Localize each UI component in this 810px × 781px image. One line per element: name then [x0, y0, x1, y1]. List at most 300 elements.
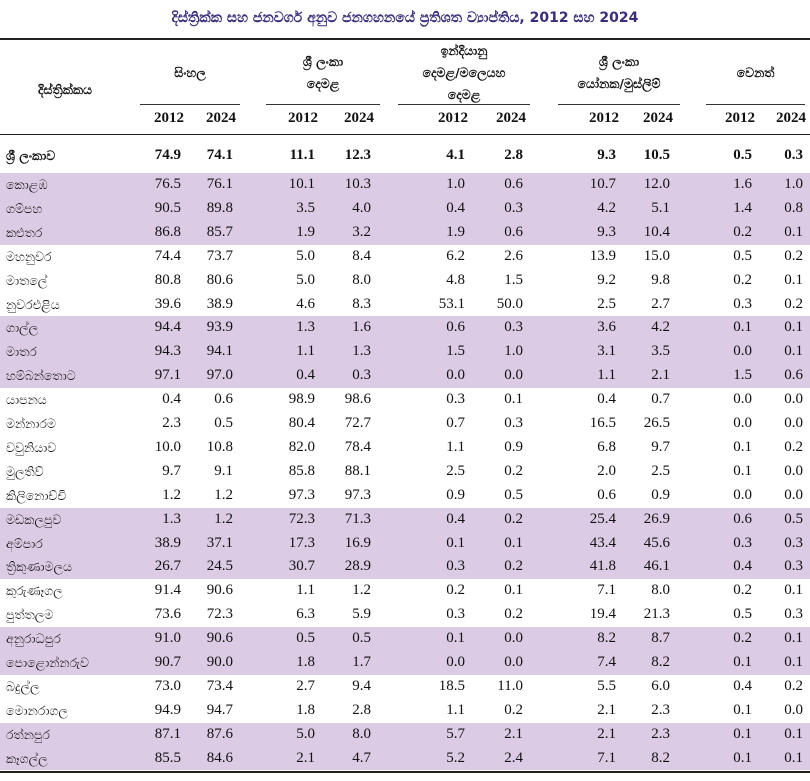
- table-row: [0, 173, 810, 197]
- value-cell: 7.4: [597, 654, 616, 670]
- value-cell: 8.2: [651, 749, 670, 766]
- value-cell: 0.0: [733, 415, 752, 431]
- value-cell: 80.4: [288, 415, 315, 431]
- value-cell: 3.6: [597, 319, 616, 336]
- value-cell: 2.5: [651, 462, 670, 479]
- group-header-line: දෙමළ: [447, 87, 481, 102]
- value-cell: 0.0: [784, 391, 803, 408]
- group-underline: [140, 104, 240, 105]
- table-row: [0, 579, 810, 603]
- value-cell: 0.4: [597, 391, 616, 408]
- group-header-line: ශ්‍රී ලංකා: [302, 54, 344, 69]
- value-cell: 38.9: [154, 534, 181, 551]
- value-cell: 9.3: [597, 147, 616, 163]
- value-cell: 0.0: [504, 654, 523, 670]
- value-cell: 19.4: [589, 606, 616, 623]
- value-cell: 73.0: [154, 677, 181, 694]
- district-name: අනුරාධපුර: [6, 631, 61, 647]
- value-cell: 1.8: [296, 654, 315, 670]
- value-cell: 1.2: [214, 486, 233, 503]
- value-cell: 2.1: [651, 367, 670, 384]
- value-cell: 4.0: [352, 199, 371, 216]
- value-cell: 74.4: [154, 247, 181, 264]
- value-cell: 94.1: [206, 343, 233, 360]
- value-cell: 0.4: [733, 558, 752, 575]
- year-header: 2024: [344, 110, 374, 126]
- value-cell: 10.7: [589, 176, 616, 192]
- table-title: දිස්ත්‍රික්ක සහ ජනවර්ග අනුව ජනගහනයේ ප්‍රතිශත ව්‍යාප්තිය, 2012 සහ 2024: [171, 10, 639, 26]
- value-cell: 0.1: [733, 654, 752, 670]
- value-cell: 9.8: [651, 271, 670, 288]
- value-cell: 0.1: [504, 391, 523, 408]
- value-cell: 5.0: [296, 725, 315, 742]
- value-cell: 0.1: [784, 630, 803, 647]
- value-cell: 8.0: [352, 271, 371, 288]
- value-cell: 0.6: [597, 486, 616, 503]
- value-cell: 93.9: [206, 319, 233, 336]
- value-cell: 8.2: [597, 630, 616, 647]
- value-cell: 80.8: [154, 271, 181, 288]
- group-header-3: [558, 51, 680, 95]
- value-cell: 0.2: [504, 558, 523, 575]
- district-name: කළුතර: [6, 224, 43, 240]
- value-cell: 74.9: [154, 147, 181, 163]
- value-cell: 9.3: [597, 223, 616, 240]
- table-row: [0, 555, 810, 579]
- value-cell: 11.0: [497, 677, 523, 694]
- year-header: 2024: [643, 110, 673, 126]
- value-cell: 5.1: [651, 199, 670, 216]
- table-row: [0, 484, 810, 508]
- value-cell: 0.2: [784, 295, 803, 312]
- value-cell: 90.7: [154, 654, 181, 670]
- district-name: කිලිනොච්චි: [6, 487, 67, 503]
- value-cell: 0.1: [784, 271, 803, 288]
- value-cell: 85.5: [154, 749, 181, 766]
- value-cell: 0.6: [733, 510, 752, 527]
- value-cell: 0.0: [784, 415, 803, 431]
- district-name: කුරුණෑගල: [6, 583, 63, 599]
- bottom-rule: [0, 771, 810, 773]
- value-cell: 90.6: [206, 582, 233, 599]
- group-underline: [266, 104, 380, 105]
- value-cell: 0.3: [733, 295, 752, 312]
- value-cell: 90.0: [206, 654, 233, 670]
- district-column-header: දිස්ත්‍රික්කය: [38, 82, 92, 97]
- value-cell: 0.3: [504, 199, 523, 216]
- value-cell: 17.3: [288, 534, 315, 551]
- value-cell: 10.5: [643, 147, 670, 163]
- value-cell: 0.5: [784, 510, 803, 527]
- value-cell: 0.5: [733, 147, 752, 163]
- group-header-line: දෙමළ: [306, 76, 340, 91]
- value-cell: 2.0: [597, 462, 616, 479]
- group-underline: [706, 104, 805, 105]
- value-cell: 8.0: [352, 725, 371, 742]
- value-cell: 38.9: [206, 295, 233, 312]
- value-cell: 0.0: [446, 367, 465, 384]
- value-cell: 4.2: [597, 199, 616, 216]
- value-cell: 0.3: [504, 319, 523, 336]
- value-cell: 0.5: [296, 630, 315, 647]
- value-cell: 0.1: [784, 749, 803, 766]
- value-cell: 1.1: [446, 438, 465, 455]
- table-row: [0, 340, 810, 364]
- value-cell: 37.1: [206, 534, 233, 551]
- value-cell: 72.3: [288, 510, 315, 527]
- table-row: [0, 675, 810, 699]
- value-cell: 0.5: [504, 486, 523, 503]
- district-name: මාතලේ: [6, 272, 48, 288]
- value-cell: 0.8: [784, 199, 803, 216]
- district-name: මොනරාගල: [6, 702, 68, 718]
- group-header-line: යෝනක/මුස්ලිම්: [577, 76, 661, 91]
- value-cell: 4.1: [446, 147, 465, 163]
- value-cell: 94.4: [154, 319, 181, 336]
- value-cell: 1.5: [733, 367, 752, 384]
- value-cell: 76.1: [206, 176, 233, 192]
- district-name: බදුල්ල: [6, 678, 40, 694]
- value-cell: 73.4: [206, 677, 233, 694]
- group-header-line: ශ්‍රී ලංකා: [598, 54, 640, 69]
- value-cell: 0.2: [733, 271, 752, 288]
- value-cell: 0.0: [504, 630, 523, 647]
- value-cell: 9.7: [651, 438, 670, 455]
- value-cell: 8.7: [651, 630, 670, 647]
- value-cell: 25.4: [589, 510, 616, 527]
- year-header: 2012: [725, 110, 755, 126]
- value-cell: 87.1: [154, 725, 181, 742]
- value-cell: 28.9: [344, 558, 371, 575]
- value-cell: 26.9: [643, 510, 670, 527]
- value-cell: 2.8: [504, 147, 523, 163]
- value-cell: 5.2: [446, 749, 465, 766]
- value-cell: 0.0: [784, 462, 803, 479]
- value-cell: 71.3: [344, 510, 371, 527]
- value-cell: 5.0: [296, 247, 315, 264]
- table-row: [0, 532, 810, 556]
- value-cell: 0.9: [651, 486, 670, 503]
- value-cell: 73.7: [206, 247, 233, 264]
- value-cell: 0.6: [504, 176, 523, 192]
- value-cell: 98.9: [288, 391, 315, 408]
- value-cell: 41.8: [589, 558, 616, 575]
- value-cell: 1.6: [733, 176, 752, 192]
- value-cell: 18.5: [438, 677, 465, 694]
- district-name: ත්‍රිකුණාමලය: [6, 559, 72, 575]
- value-cell: 1.8: [296, 701, 315, 718]
- value-cell: 0.2: [784, 438, 803, 455]
- value-cell: 0.2: [446, 582, 465, 599]
- value-cell: 0.1: [733, 749, 752, 766]
- district-name: යාපනය: [6, 392, 47, 408]
- value-cell: 97.1: [154, 367, 181, 384]
- value-cell: 0.0: [446, 654, 465, 670]
- table-row: [0, 508, 810, 532]
- value-cell: 1.1: [296, 582, 315, 599]
- district-name: අම්පාර: [6, 535, 43, 551]
- table-row: [0, 316, 810, 340]
- district-name: රත්නපුර: [6, 726, 50, 742]
- value-cell: 0.1: [733, 701, 752, 718]
- value-cell: 76.5: [154, 176, 181, 192]
- value-cell: 4.8: [446, 271, 465, 288]
- value-cell: 0.3: [446, 558, 465, 575]
- value-cell: 97.0: [206, 367, 233, 384]
- value-cell: 91.4: [154, 582, 181, 599]
- value-cell: 0.9: [446, 486, 465, 503]
- value-cell: 46.1: [643, 558, 670, 575]
- table-row: [0, 388, 810, 412]
- value-cell: 13.9: [589, 247, 616, 264]
- value-cell: 0.1: [784, 319, 803, 336]
- value-cell: 0.2: [504, 701, 523, 718]
- value-cell: 10.4: [643, 223, 670, 240]
- value-cell: 8.3: [352, 295, 371, 312]
- value-cell: 0.2: [784, 247, 803, 264]
- year-header: 2024: [496, 110, 526, 126]
- value-cell: 2.6: [504, 247, 523, 264]
- value-cell: 1.1: [296, 343, 315, 360]
- table-row: [0, 364, 810, 388]
- value-cell: 89.8: [206, 199, 233, 216]
- value-cell: 16.9: [344, 534, 371, 551]
- value-cell: 80.6: [206, 271, 233, 288]
- value-cell: 0.5: [733, 606, 752, 623]
- value-cell: 50.0: [496, 295, 523, 312]
- value-cell: 0.2: [733, 630, 752, 647]
- value-cell: 0.9: [504, 438, 523, 455]
- value-cell: 8.0: [651, 582, 670, 599]
- value-cell: 5.9: [352, 606, 371, 623]
- value-cell: 11.1: [289, 147, 315, 163]
- value-cell: 0.1: [446, 630, 465, 647]
- value-cell: 0.2: [504, 606, 523, 623]
- value-cell: 0.1: [784, 223, 803, 240]
- district-name: ගම්පහ: [6, 200, 43, 216]
- table-row: [0, 723, 810, 747]
- value-cell: 3.5: [651, 343, 670, 360]
- value-cell: 0.4: [733, 677, 752, 694]
- value-cell: 4.2: [651, 319, 670, 336]
- value-cell: 0.7: [446, 415, 465, 431]
- value-cell: 26.5: [643, 415, 670, 431]
- value-cell: 9.7: [162, 462, 181, 479]
- value-cell: 0.0: [733, 486, 752, 503]
- value-cell: 94.7: [206, 701, 233, 718]
- table-row: [0, 197, 810, 221]
- value-cell: 0.4: [446, 510, 465, 527]
- value-cell: 0.1: [504, 534, 523, 551]
- value-cell: 8.4: [352, 247, 371, 264]
- value-cell: 4.7: [352, 749, 371, 766]
- value-cell: 1.5: [446, 343, 465, 360]
- group-header-line: ඉන්දියානු: [440, 43, 488, 58]
- year-header: 2012: [288, 110, 318, 126]
- table-row: [0, 269, 810, 293]
- value-cell: 1.9: [296, 223, 315, 240]
- value-cell: 2.3: [651, 725, 670, 742]
- value-cell: 1.9: [446, 223, 465, 240]
- table-row: [0, 436, 810, 460]
- value-cell: 90.5: [154, 199, 181, 216]
- value-cell: 3.1: [597, 343, 616, 360]
- value-cell: 2.5: [446, 462, 465, 479]
- district-name: හම්බන්තොට: [6, 368, 76, 384]
- value-cell: 0.3: [784, 558, 803, 575]
- value-cell: 94.9: [154, 701, 181, 718]
- year-header: 2012: [154, 110, 184, 126]
- table-row: [0, 221, 810, 245]
- table-row: [0, 293, 810, 317]
- year-header: 2012: [438, 110, 468, 126]
- value-cell: 5.5: [597, 677, 616, 694]
- value-cell: 45.6: [643, 534, 670, 551]
- value-cell: 0.3: [504, 415, 523, 431]
- value-cell: 26.7: [154, 558, 181, 575]
- value-cell: 9.2: [597, 271, 616, 288]
- value-cell: 0.0: [784, 486, 803, 503]
- value-cell: 2.3: [651, 701, 670, 718]
- group-header-line: සිංහල: [174, 65, 206, 80]
- group-header-line: දෙමළ/මලෙයහ: [422, 65, 506, 80]
- table-row: [0, 627, 810, 651]
- value-cell: 8.2: [651, 654, 670, 670]
- header-rule: [0, 134, 810, 135]
- district-name: මහනුවර: [6, 248, 52, 264]
- value-cell: 1.7: [352, 654, 371, 670]
- value-cell: 0.5: [214, 415, 233, 431]
- value-cell: 30.7: [288, 558, 315, 575]
- district-name: මාතර: [6, 344, 37, 360]
- value-cell: 0.5: [733, 247, 752, 264]
- value-cell: 24.5: [206, 558, 233, 575]
- value-cell: 72.3: [206, 606, 233, 623]
- value-cell: 0.1: [733, 319, 752, 336]
- value-cell: 2.1: [597, 725, 616, 742]
- value-cell: 7.1: [597, 582, 616, 599]
- value-cell: 0.1: [733, 725, 752, 742]
- district-name: නුවරඑළිය: [6, 296, 60, 312]
- value-cell: 0.1: [784, 343, 803, 360]
- table-row: [0, 603, 810, 627]
- value-cell: 0.6: [214, 391, 233, 408]
- value-cell: 97.3: [344, 486, 371, 503]
- value-cell: 0.3: [446, 391, 465, 408]
- value-cell: 0.1: [784, 725, 803, 742]
- value-cell: 6.8: [597, 438, 616, 455]
- table-row: [0, 245, 810, 269]
- value-cell: 10.8: [206, 438, 233, 455]
- district-name: වවුනියාව: [6, 439, 57, 455]
- group-header-line: වෙනත්: [736, 65, 775, 80]
- value-cell: 53.1: [438, 295, 465, 312]
- value-cell: 0.4: [446, 199, 465, 216]
- table-row: [0, 460, 810, 484]
- district-name: ගාල්ල: [6, 320, 39, 336]
- value-cell: 12.3: [344, 147, 371, 163]
- value-cell: 1.3: [296, 319, 315, 336]
- total-row: [0, 144, 810, 168]
- value-cell: 0.7: [651, 391, 670, 408]
- value-cell: 0.1: [784, 654, 803, 670]
- value-cell: 1.0: [504, 343, 523, 360]
- value-cell: 1.6: [352, 319, 371, 336]
- value-cell: 91.0: [154, 630, 181, 647]
- value-cell: 74.1: [206, 147, 233, 163]
- value-cell: 0.3: [352, 367, 371, 384]
- value-cell: 43.4: [589, 534, 616, 551]
- value-cell: 97.3: [288, 486, 315, 503]
- value-cell: 82.0: [288, 438, 315, 455]
- value-cell: 0.0: [784, 701, 803, 718]
- value-cell: 94.3: [154, 343, 181, 360]
- value-cell: 0.2: [733, 582, 752, 599]
- value-cell: 12.0: [643, 176, 670, 192]
- value-cell: 2.1: [504, 725, 523, 742]
- district-name: කොළඹ: [6, 177, 48, 192]
- district-name: ශ්‍රී ලංකාව: [6, 148, 56, 163]
- value-cell: 73.6: [154, 606, 181, 623]
- group-underline: [558, 104, 680, 105]
- value-cell: 0.1: [446, 534, 465, 551]
- value-cell: 0.5: [352, 630, 371, 647]
- value-cell: 9.1: [214, 462, 233, 479]
- value-cell: 87.6: [206, 725, 233, 742]
- value-cell: 10.3: [344, 176, 371, 192]
- value-cell: 7.1: [597, 749, 616, 766]
- group-header-2: [398, 40, 530, 106]
- year-header: 2024: [776, 110, 806, 126]
- value-cell: 0.6: [784, 367, 803, 384]
- value-cell: 2.4: [504, 749, 523, 766]
- value-cell: 6.3: [296, 606, 315, 623]
- value-cell: 16.5: [589, 415, 616, 431]
- table-row: [0, 412, 810, 436]
- value-cell: 6.0: [651, 677, 670, 694]
- year-header: 2012: [589, 110, 619, 126]
- value-cell: 1.4: [733, 199, 752, 216]
- value-cell: 0.4: [296, 367, 315, 384]
- value-cell: 1.2: [352, 582, 371, 599]
- district-name: මන්නාරම: [6, 416, 56, 431]
- value-cell: 0.6: [446, 319, 465, 336]
- value-cell: 1.1: [446, 701, 465, 718]
- group-header-0: [140, 62, 240, 84]
- value-cell: 10.0: [154, 438, 181, 455]
- value-cell: 1.2: [214, 510, 233, 527]
- value-cell: 88.1: [344, 462, 371, 479]
- value-cell: 0.2: [504, 462, 523, 479]
- value-cell: 0.2: [784, 677, 803, 694]
- value-cell: 2.8: [352, 701, 371, 718]
- value-cell: 0.0: [504, 367, 523, 384]
- value-cell: 86.8: [154, 223, 181, 240]
- value-cell: 0.6: [504, 223, 523, 240]
- value-cell: 78.4: [344, 438, 371, 455]
- value-cell: 0.4: [162, 391, 181, 408]
- value-cell: 2.1: [296, 749, 315, 766]
- district-name: මඩකලපුව: [6, 511, 62, 527]
- value-cell: 85.8: [288, 462, 315, 479]
- value-cell: 1.3: [352, 343, 371, 360]
- table-row: [0, 747, 810, 771]
- district-name: පුත්තලම: [6, 607, 54, 623]
- value-cell: 1.1: [597, 367, 616, 384]
- value-cell: 98.6: [344, 391, 371, 408]
- value-cell: 85.7: [206, 223, 233, 240]
- value-cell: 0.3: [784, 147, 803, 163]
